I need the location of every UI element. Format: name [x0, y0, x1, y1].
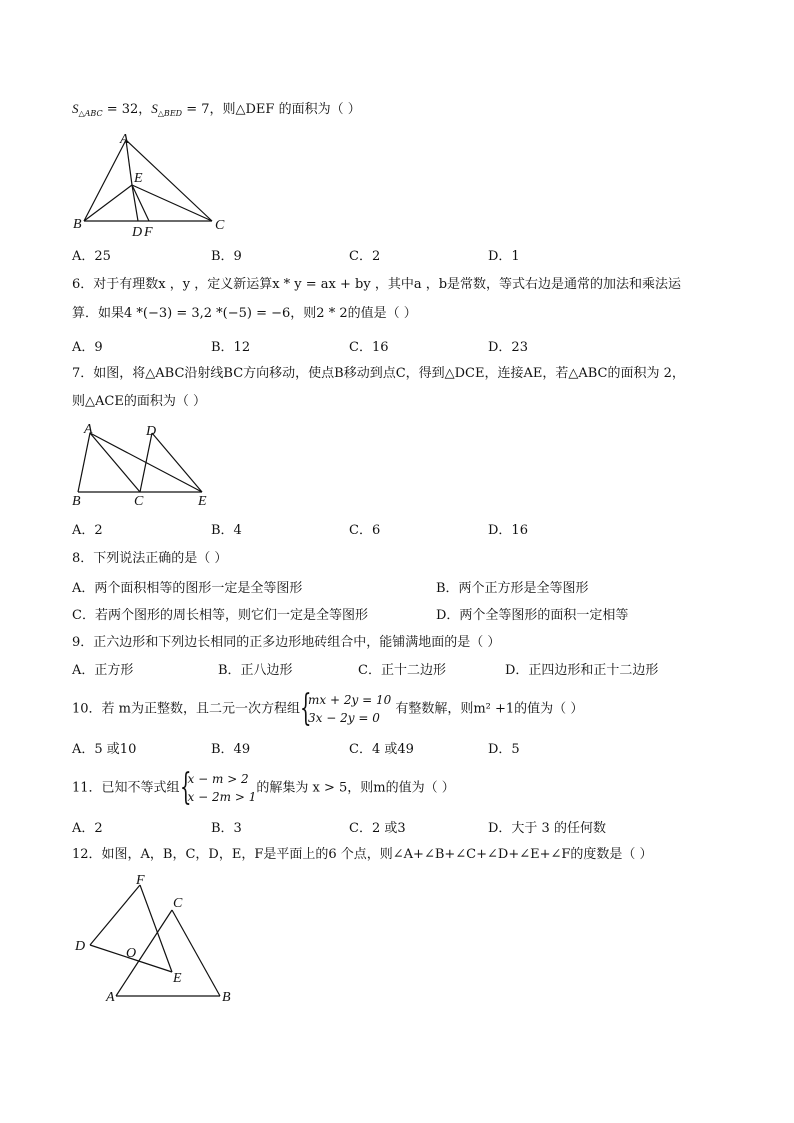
q10-option-a[interactable]: A．5 或10: [72, 742, 137, 757]
q9-stem: 9．正六边形和下列边长相同的正多边形地砖组合中，能铺满地面的是（ ）: [72, 635, 501, 650]
q10-option-b[interactable]: B．49: [211, 742, 251, 757]
q11-option-a[interactable]: A．2: [72, 821, 103, 836]
q12-label-a: A: [106, 990, 115, 1005]
q7-label-c: C: [134, 494, 144, 509]
q5-label-e: E: [134, 171, 143, 186]
q7-label-d: D: [146, 424, 157, 439]
q5-option-a[interactable]: A．25: [72, 249, 111, 264]
q7-option-c[interactable]: C．6: [349, 523, 381, 538]
q7-figure: [68, 420, 218, 510]
q12-label-c: C: [173, 896, 183, 911]
q11-option-b[interactable]: B．3: [211, 821, 242, 836]
q6-option-d[interactable]: D．23: [488, 340, 528, 355]
q12-label-b: B: [222, 990, 231, 1005]
q11-inequality-system: { x − m > 2 x − 2m > 1: [179, 767, 257, 808]
q5-option-d[interactable]: D．1: [488, 249, 520, 264]
q7-label-a: A: [84, 422, 93, 437]
q10-option-d[interactable]: D．5: [488, 742, 520, 757]
q7-option-b[interactable]: B．4: [211, 523, 242, 538]
q5-option-c[interactable]: C．2: [349, 249, 381, 264]
q8-stem: 8．下列说法正确的是（ ）: [72, 551, 228, 566]
q7-option-d[interactable]: D．16: [488, 523, 528, 538]
q11-option-c[interactable]: C．2 或3: [349, 821, 406, 836]
q8-option-b[interactable]: B．两个正方形是全等图形: [436, 581, 589, 596]
q9-option-d[interactable]: D．正四边形和正十二边形: [505, 663, 659, 678]
q5-label-a: A: [120, 132, 129, 147]
q8-option-a[interactable]: A．两个面积相等的图形一定是全等图形: [72, 581, 303, 596]
q9-option-c[interactable]: C．正十二边形: [358, 663, 446, 678]
q12-label-d: D: [75, 939, 86, 954]
q7-label-b: B: [72, 494, 81, 509]
q6-stem-line1: 6．对于有理数x ，y ，定义新运算x * y = ax + by ，其中a ，b是常数，等式右边是通常的加法和乘法运: [72, 277, 682, 292]
q11-stem: 11．已知不等式组 { x − m > 2 x − 2m > 1 的解集为 x > 5，则m的值为（ ）: [72, 767, 455, 808]
q9-option-b[interactable]: B．正八边形: [218, 663, 293, 678]
q7-stem-line1: 7．如图，将△ABC沿射线BC方向移动，使点B移动到点C，得到△DCE，连接AE，若△ABC的面积为 2，: [72, 366, 685, 381]
q5-label-f: F: [144, 225, 153, 240]
q6-option-b[interactable]: B．12: [211, 340, 251, 355]
q9-option-a[interactable]: A．正方形: [72, 663, 134, 678]
q11-option-d[interactable]: D．大于 3 的任何数: [488, 821, 606, 836]
q5-option-b[interactable]: B．9: [211, 249, 242, 264]
q6-stem-line2: 算．如果4 *(−3) = 3,2 *(−5) = −6，则2 * 2的值是（ ）: [72, 306, 417, 321]
q12-label-o: O: [126, 946, 137, 961]
q7-label-e: E: [198, 494, 207, 509]
q12-stem: 12．如图，A，B，C，D，E，F是平面上的6 个点，则∠A+∠B+∠C+∠D+∠E+∠F的度数是（ ）: [72, 847, 653, 862]
q5-label-b: B: [73, 217, 82, 232]
q10-stem: 10．若 m为正整数，且二元一次方程组 { mx + 2y = 10 3x − 2y = 0 有整数解，则m² +1的值为（ ）: [72, 688, 584, 729]
q6-option-c[interactable]: C．16: [349, 340, 389, 355]
q5-figure: [70, 130, 240, 240]
q10-equation-system: { mx + 2y = 10 3x − 2y = 0: [300, 688, 392, 729]
q12-label-e: E: [173, 971, 182, 986]
q10-option-c[interactable]: C．4 或49: [349, 742, 414, 757]
q6-option-a[interactable]: A．9: [72, 340, 103, 355]
q8-option-d[interactable]: D．两个全等图形的面积一定相等: [436, 608, 629, 623]
q8-option-c[interactable]: C．若两个图形的周长相等，则它们一定是全等图形: [72, 608, 368, 623]
q5-stem: $S_{\triangle ABC} = 32$，$S_{\triangle BED} = 7$，则△DEF 的面积为（ ）: [72, 101, 361, 118]
q7-stem-line2: 则△ACE的面积为（ ）: [72, 394, 206, 409]
q12-label-f: F: [136, 873, 145, 888]
q5-label-d: D: [132, 225, 143, 240]
q12-figure: [70, 870, 245, 1010]
q7-option-a[interactable]: A．2: [72, 523, 103, 538]
q5-label-c: C: [215, 218, 225, 233]
